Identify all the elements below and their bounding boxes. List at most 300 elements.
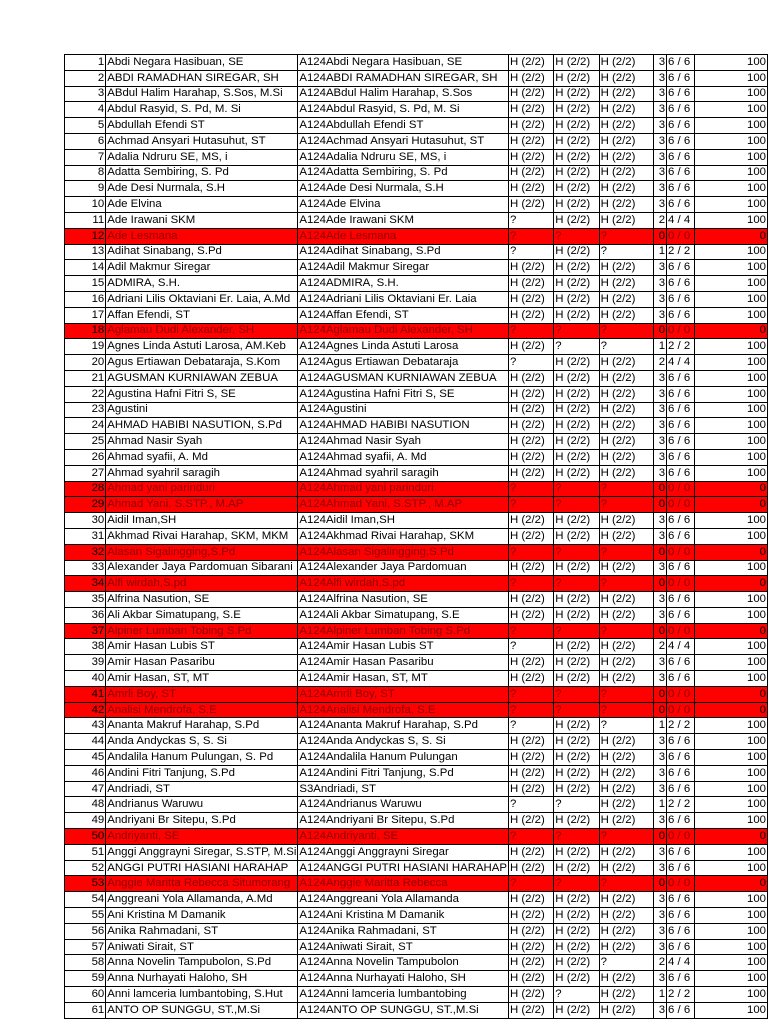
session-2-cell[interactable]: H (2/2) bbox=[554, 592, 599, 608]
session-1-cell[interactable]: H (2/2) bbox=[508, 528, 553, 544]
session-3-cell[interactable]: ? bbox=[599, 228, 653, 244]
full-name-cell[interactable]: ADMIRA, S.H. bbox=[106, 276, 298, 292]
full-name-cell[interactable]: Alfi wirdah,S.pd bbox=[106, 576, 298, 592]
full-name-cell[interactable]: ABdul Halim Harahap, S.Sos, M.Si bbox=[106, 86, 298, 102]
percentage-cell[interactable]: 100 bbox=[695, 386, 768, 402]
percentage-cell[interactable]: 100 bbox=[695, 765, 768, 781]
row-number-cell[interactable]: 20 bbox=[65, 355, 106, 371]
row-number-cell[interactable]: 33 bbox=[65, 560, 106, 576]
percentage-cell[interactable]: 100 bbox=[695, 465, 768, 481]
score-ratio-cell[interactable]: 0 / 0 bbox=[667, 686, 695, 702]
session-3-cell[interactable]: ? bbox=[599, 955, 653, 971]
session-3-cell[interactable]: H (2/2) bbox=[599, 560, 653, 576]
id-name-cell[interactable]: A124Andriyanti, SE bbox=[298, 829, 509, 845]
session-1-cell[interactable]: H (2/2) bbox=[508, 939, 553, 955]
session-1-cell[interactable]: H (2/2) bbox=[508, 813, 553, 829]
row-number-cell[interactable]: 47 bbox=[65, 781, 106, 797]
session-2-cell[interactable]: H (2/2) bbox=[554, 971, 599, 987]
row-number-cell[interactable]: 22 bbox=[65, 386, 106, 402]
row-number-cell[interactable]: 60 bbox=[65, 987, 106, 1003]
session-1-cell[interactable]: H (2/2) bbox=[508, 955, 553, 971]
session-2-cell[interactable]: ? bbox=[554, 339, 599, 355]
session-1-cell[interactable]: H (2/2) bbox=[508, 987, 553, 1003]
session-3-cell[interactable]: H (2/2) bbox=[599, 987, 653, 1003]
percentage-cell[interactable]: 100 bbox=[695, 639, 768, 655]
session-1-cell[interactable]: ? bbox=[508, 576, 553, 592]
row-number-cell[interactable]: 48 bbox=[65, 797, 106, 813]
id-name-cell[interactable]: A124Anna Novelin Tampubolon bbox=[298, 955, 509, 971]
present-count-cell[interactable]: 3 bbox=[653, 197, 666, 213]
present-count-cell[interactable]: 2 bbox=[653, 355, 666, 371]
present-count-cell[interactable]: 0 bbox=[653, 876, 666, 892]
full-name-cell[interactable]: Anika Rahmadani, ST bbox=[106, 923, 298, 939]
percentage-cell[interactable]: 100 bbox=[695, 750, 768, 766]
score-ratio-cell[interactable]: 6 / 6 bbox=[667, 560, 695, 576]
session-2-cell[interactable]: H (2/2) bbox=[554, 607, 599, 623]
score-ratio-cell[interactable]: 6 / 6 bbox=[667, 1002, 695, 1018]
score-ratio-cell[interactable]: 0 / 0 bbox=[667, 576, 695, 592]
present-count-cell[interactable]: 3 bbox=[653, 449, 666, 465]
row-number-cell[interactable]: 19 bbox=[65, 339, 106, 355]
score-ratio-cell[interactable]: 0 / 0 bbox=[667, 829, 695, 845]
score-ratio-cell[interactable]: 0 / 0 bbox=[667, 497, 695, 513]
session-1-cell[interactable]: H (2/2) bbox=[508, 149, 553, 165]
score-ratio-cell[interactable]: 4 / 4 bbox=[667, 955, 695, 971]
full-name-cell[interactable]: ANTO OP SUNGGU, ST.,M.Si bbox=[106, 1002, 298, 1018]
session-1-cell[interactable]: H (2/2) bbox=[508, 86, 553, 102]
row-number-cell[interactable]: 50 bbox=[65, 829, 106, 845]
id-name-cell[interactable]: A124Ani Kristina M Damanik bbox=[298, 908, 509, 924]
id-name-cell[interactable]: A124Ananta Makruf Harahap, S.Pd bbox=[298, 718, 509, 734]
id-name-cell[interactable]: A124Adihat Sinabang, S.Pd bbox=[298, 244, 509, 260]
percentage-cell[interactable]: 0 bbox=[695, 829, 768, 845]
percentage-cell[interactable]: 100 bbox=[695, 434, 768, 450]
id-name-cell[interactable]: A124AGUSMAN KURNIAWAN ZEBUA bbox=[298, 370, 509, 386]
session-2-cell[interactable]: H (2/2) bbox=[554, 133, 599, 149]
percentage-cell[interactable]: 100 bbox=[695, 560, 768, 576]
percentage-cell[interactable]: 100 bbox=[695, 844, 768, 860]
session-3-cell[interactable]: H (2/2) bbox=[599, 528, 653, 544]
session-2-cell[interactable]: H (2/2) bbox=[554, 465, 599, 481]
row-number-cell[interactable]: 5 bbox=[65, 118, 106, 134]
row-number-cell[interactable]: 43 bbox=[65, 718, 106, 734]
full-name-cell[interactable]: Anna Nurhayati Haloho, SH bbox=[106, 971, 298, 987]
percentage-cell[interactable]: 100 bbox=[695, 923, 768, 939]
full-name-cell[interactable]: Ade Desi Nurmala, S.H bbox=[106, 181, 298, 197]
session-2-cell[interactable]: ? bbox=[554, 702, 599, 718]
full-name-cell[interactable]: Achmad Ansyari Hutasuhut, ST bbox=[106, 133, 298, 149]
score-ratio-cell[interactable]: 6 / 6 bbox=[667, 86, 695, 102]
session-3-cell[interactable]: H (2/2) bbox=[599, 813, 653, 829]
present-count-cell[interactable]: 3 bbox=[653, 149, 666, 165]
full-name-cell[interactable]: Ade Irawani SKM bbox=[106, 212, 298, 228]
percentage-cell[interactable]: 100 bbox=[695, 1002, 768, 1018]
full-name-cell[interactable]: Anni lamceria lumbantobing, S.Hut bbox=[106, 987, 298, 1003]
session-1-cell[interactable]: H (2/2) bbox=[508, 276, 553, 292]
score-ratio-cell[interactable]: 6 / 6 bbox=[667, 607, 695, 623]
score-ratio-cell[interactable]: 6 / 6 bbox=[667, 434, 695, 450]
session-2-cell[interactable]: H (2/2) bbox=[554, 181, 599, 197]
session-3-cell[interactable]: ? bbox=[599, 339, 653, 355]
score-ratio-cell[interactable]: 6 / 6 bbox=[667, 181, 695, 197]
id-name-cell[interactable]: A124Amir Hasan, ST, MT bbox=[298, 671, 509, 687]
full-name-cell[interactable]: Aniwati Sirait, ST bbox=[106, 939, 298, 955]
percentage-cell[interactable]: 100 bbox=[695, 55, 768, 71]
session-2-cell[interactable]: H (2/2) bbox=[554, 813, 599, 829]
session-1-cell[interactable]: H (2/2) bbox=[508, 560, 553, 576]
full-name-cell[interactable]: Ade Elvina bbox=[106, 197, 298, 213]
row-number-cell[interactable]: 61 bbox=[65, 1002, 106, 1018]
row-number-cell[interactable]: 56 bbox=[65, 923, 106, 939]
row-number-cell[interactable]: 35 bbox=[65, 592, 106, 608]
score-ratio-cell[interactable]: 6 / 6 bbox=[667, 750, 695, 766]
session-3-cell[interactable]: H (2/2) bbox=[599, 86, 653, 102]
session-3-cell[interactable]: H (2/2) bbox=[599, 655, 653, 671]
percentage-cell[interactable]: 0 bbox=[695, 576, 768, 592]
present-count-cell[interactable]: 3 bbox=[653, 813, 666, 829]
full-name-cell[interactable]: Alfrina Nasution, SE bbox=[106, 592, 298, 608]
session-2-cell[interactable]: H (2/2) bbox=[554, 528, 599, 544]
percentage-cell[interactable]: 100 bbox=[695, 339, 768, 355]
present-count-cell[interactable]: 3 bbox=[653, 560, 666, 576]
percentage-cell[interactable]: 0 bbox=[695, 228, 768, 244]
row-number-cell[interactable]: 51 bbox=[65, 844, 106, 860]
session-1-cell[interactable]: H (2/2) bbox=[508, 655, 553, 671]
session-2-cell[interactable]: ? bbox=[554, 323, 599, 339]
present-count-cell[interactable]: 0 bbox=[653, 481, 666, 497]
session-3-cell[interactable]: H (2/2) bbox=[599, 449, 653, 465]
score-ratio-cell[interactable]: 4 / 4 bbox=[667, 639, 695, 655]
id-name-cell[interactable]: A124ABdul Halim Harahap, S.Sos bbox=[298, 86, 509, 102]
score-ratio-cell[interactable]: 0 / 0 bbox=[667, 323, 695, 339]
session-1-cell[interactable]: ? bbox=[508, 244, 553, 260]
full-name-cell[interactable]: Ahmad syahril saragih bbox=[106, 465, 298, 481]
present-count-cell[interactable]: 3 bbox=[653, 370, 666, 386]
percentage-cell[interactable]: 0 bbox=[695, 497, 768, 513]
session-1-cell[interactable]: ? bbox=[508, 797, 553, 813]
id-name-cell[interactable]: A124Amir Hasan Lubis ST bbox=[298, 639, 509, 655]
percentage-cell[interactable]: 100 bbox=[695, 718, 768, 734]
score-ratio-cell[interactable]: 6 / 6 bbox=[667, 386, 695, 402]
session-3-cell[interactable]: H (2/2) bbox=[599, 418, 653, 434]
present-count-cell[interactable]: 3 bbox=[653, 765, 666, 781]
session-3-cell[interactable]: H (2/2) bbox=[599, 276, 653, 292]
id-name-cell[interactable]: A124Anni lamceria lumbantobing bbox=[298, 987, 509, 1003]
session-1-cell[interactable]: H (2/2) bbox=[508, 370, 553, 386]
percentage-cell[interactable]: 100 bbox=[695, 102, 768, 118]
present-count-cell[interactable]: 3 bbox=[653, 276, 666, 292]
present-count-cell[interactable]: 0 bbox=[653, 544, 666, 560]
percentage-cell[interactable]: 100 bbox=[695, 671, 768, 687]
percentage-cell[interactable]: 100 bbox=[695, 197, 768, 213]
percentage-cell[interactable]: 100 bbox=[695, 133, 768, 149]
session-2-cell[interactable]: H (2/2) bbox=[554, 86, 599, 102]
percentage-cell[interactable]: 100 bbox=[695, 607, 768, 623]
session-3-cell[interactable]: H (2/2) bbox=[599, 307, 653, 323]
full-name-cell[interactable]: Anda Andyckas S, S. Si bbox=[106, 734, 298, 750]
full-name-cell[interactable]: Ahmad yani parinduri bbox=[106, 481, 298, 497]
id-name-cell[interactable]: A124Alfi wirdah,S.pd bbox=[298, 576, 509, 592]
full-name-cell[interactable]: Ali Akbar Simatupang, S.E bbox=[106, 607, 298, 623]
session-3-cell[interactable]: H (2/2) bbox=[599, 149, 653, 165]
score-ratio-cell[interactable]: 0 / 0 bbox=[667, 228, 695, 244]
row-number-cell[interactable]: 52 bbox=[65, 860, 106, 876]
id-name-cell[interactable]: A124ANTO OP SUNGGU, ST.,M.Si bbox=[298, 1002, 509, 1018]
session-2-cell[interactable]: H (2/2) bbox=[554, 939, 599, 955]
id-name-cell[interactable]: A124Adalia Ndruru SE, MS, i bbox=[298, 149, 509, 165]
session-2-cell[interactable]: H (2/2) bbox=[554, 70, 599, 86]
score-ratio-cell[interactable]: 6 / 6 bbox=[667, 276, 695, 292]
session-1-cell[interactable]: H (2/2) bbox=[508, 923, 553, 939]
present-count-cell[interactable]: 3 bbox=[653, 655, 666, 671]
score-ratio-cell[interactable]: 6 / 6 bbox=[667, 813, 695, 829]
session-1-cell[interactable]: H (2/2) bbox=[508, 402, 553, 418]
percentage-cell[interactable]: 100 bbox=[695, 118, 768, 134]
session-2-cell[interactable]: ? bbox=[554, 228, 599, 244]
row-number-cell[interactable]: 37 bbox=[65, 623, 106, 639]
percentage-cell[interactable]: 0 bbox=[695, 623, 768, 639]
score-ratio-cell[interactable]: 6 / 6 bbox=[667, 765, 695, 781]
full-name-cell[interactable]: Affan Efendi, ST bbox=[106, 307, 298, 323]
session-2-cell[interactable]: H (2/2) bbox=[554, 718, 599, 734]
session-1-cell[interactable]: ? bbox=[508, 355, 553, 371]
id-name-cell[interactable]: A124Abdul Rasyid, S. Pd, M. Si bbox=[298, 102, 509, 118]
row-number-cell[interactable]: 4 bbox=[65, 102, 106, 118]
session-3-cell[interactable]: H (2/2) bbox=[599, 55, 653, 71]
score-ratio-cell[interactable]: 6 / 6 bbox=[667, 197, 695, 213]
id-name-cell[interactable]: A124ANGGI PUTRI HASIANI HARAHAP bbox=[298, 860, 509, 876]
session-1-cell[interactable]: H (2/2) bbox=[508, 892, 553, 908]
session-2-cell[interactable]: H (2/2) bbox=[554, 386, 599, 402]
session-2-cell[interactable]: H (2/2) bbox=[554, 291, 599, 307]
present-count-cell[interactable]: 0 bbox=[653, 497, 666, 513]
present-count-cell[interactable]: 3 bbox=[653, 734, 666, 750]
row-number-cell[interactable]: 27 bbox=[65, 465, 106, 481]
session-1-cell[interactable]: H (2/2) bbox=[508, 671, 553, 687]
score-ratio-cell[interactable]: 6 / 6 bbox=[667, 655, 695, 671]
score-ratio-cell[interactable]: 6 / 6 bbox=[667, 592, 695, 608]
present-count-cell[interactable]: 3 bbox=[653, 844, 666, 860]
id-name-cell[interactable]: A124Alpiner Lumban Tobing S.Pd bbox=[298, 623, 509, 639]
session-3-cell[interactable]: H (2/2) bbox=[599, 765, 653, 781]
row-number-cell[interactable]: 55 bbox=[65, 908, 106, 924]
full-name-cell[interactable]: Agus Ertiawan Debataraja, S.Kom bbox=[106, 355, 298, 371]
session-1-cell[interactable]: ? bbox=[508, 718, 553, 734]
id-name-cell[interactable]: A124Andrianus Waruwu bbox=[298, 797, 509, 813]
full-name-cell[interactable]: Agnes Linda Astuti Larosa, AM.Keb bbox=[106, 339, 298, 355]
id-name-cell[interactable]: A124Anika Rahmadani, ST bbox=[298, 923, 509, 939]
session-1-cell[interactable]: H (2/2) bbox=[508, 607, 553, 623]
score-ratio-cell[interactable]: 6 / 6 bbox=[667, 133, 695, 149]
session-2-cell[interactable]: H (2/2) bbox=[554, 844, 599, 860]
score-ratio-cell[interactable]: 6 / 6 bbox=[667, 860, 695, 876]
session-1-cell[interactable]: ? bbox=[508, 702, 553, 718]
present-count-cell[interactable]: 3 bbox=[653, 165, 666, 181]
session-2-cell[interactable]: H (2/2) bbox=[554, 781, 599, 797]
session-3-cell[interactable]: ? bbox=[599, 829, 653, 845]
row-number-cell[interactable]: 23 bbox=[65, 402, 106, 418]
percentage-cell[interactable]: 100 bbox=[695, 260, 768, 276]
session-2-cell[interactable]: H (2/2) bbox=[554, 955, 599, 971]
present-count-cell[interactable]: 1 bbox=[653, 718, 666, 734]
session-3-cell[interactable]: H (2/2) bbox=[599, 923, 653, 939]
row-number-cell[interactable]: 30 bbox=[65, 513, 106, 529]
session-3-cell[interactable]: H (2/2) bbox=[599, 844, 653, 860]
score-ratio-cell[interactable]: 0 / 0 bbox=[667, 481, 695, 497]
id-name-cell[interactable]: A124Ahmad yani parinduri bbox=[298, 481, 509, 497]
present-count-cell[interactable]: 3 bbox=[653, 133, 666, 149]
row-number-cell[interactable]: 14 bbox=[65, 260, 106, 276]
session-3-cell[interactable]: ? bbox=[599, 718, 653, 734]
row-number-cell[interactable]: 59 bbox=[65, 971, 106, 987]
session-1-cell[interactable]: H (2/2) bbox=[508, 465, 553, 481]
score-ratio-cell[interactable]: 2 / 2 bbox=[667, 718, 695, 734]
session-2-cell[interactable]: ? bbox=[554, 797, 599, 813]
session-2-cell[interactable]: H (2/2) bbox=[554, 671, 599, 687]
session-3-cell[interactable]: H (2/2) bbox=[599, 434, 653, 450]
present-count-cell[interactable]: 2 bbox=[653, 955, 666, 971]
present-count-cell[interactable]: 0 bbox=[653, 228, 666, 244]
session-2-cell[interactable]: H (2/2) bbox=[554, 513, 599, 529]
percentage-cell[interactable]: 100 bbox=[695, 449, 768, 465]
row-number-cell[interactable]: 12 bbox=[65, 228, 106, 244]
score-ratio-cell[interactable]: 6 / 6 bbox=[667, 402, 695, 418]
percentage-cell[interactable]: 100 bbox=[695, 307, 768, 323]
session-2-cell[interactable]: H (2/2) bbox=[554, 276, 599, 292]
id-name-cell[interactable]: A124Andalila Hanum Pulungan bbox=[298, 750, 509, 766]
session-2-cell[interactable]: H (2/2) bbox=[554, 560, 599, 576]
id-name-cell[interactable]: A124Amir Hasan Pasaribu bbox=[298, 655, 509, 671]
percentage-cell[interactable]: 100 bbox=[695, 276, 768, 292]
id-name-cell[interactable]: A124Agnes Linda Astuti Larosa bbox=[298, 339, 509, 355]
present-count-cell[interactable]: 2 bbox=[653, 212, 666, 228]
full-name-cell[interactable]: Ahmad Nasir Syah bbox=[106, 434, 298, 450]
score-ratio-cell[interactable]: 6 / 6 bbox=[667, 370, 695, 386]
session-3-cell[interactable]: ? bbox=[599, 686, 653, 702]
percentage-cell[interactable]: 100 bbox=[695, 165, 768, 181]
session-3-cell[interactable]: H (2/2) bbox=[599, 465, 653, 481]
id-name-cell[interactable]: A124Ali Akbar Simatupang, S.E bbox=[298, 607, 509, 623]
session-1-cell[interactable]: H (2/2) bbox=[508, 165, 553, 181]
session-1-cell[interactable]: H (2/2) bbox=[508, 434, 553, 450]
percentage-cell[interactable]: 100 bbox=[695, 291, 768, 307]
row-number-cell[interactable]: 40 bbox=[65, 671, 106, 687]
full-name-cell[interactable]: Adriani Lilis Oktaviani Er. Laia, A.Md bbox=[106, 291, 298, 307]
score-ratio-cell[interactable]: 6 / 6 bbox=[667, 260, 695, 276]
score-ratio-cell[interactable]: 6 / 6 bbox=[667, 118, 695, 134]
session-1-cell[interactable]: ? bbox=[508, 639, 553, 655]
session-1-cell[interactable]: H (2/2) bbox=[508, 181, 553, 197]
percentage-cell[interactable]: 100 bbox=[695, 355, 768, 371]
present-count-cell[interactable]: 3 bbox=[653, 465, 666, 481]
session-3-cell[interactable]: H (2/2) bbox=[599, 102, 653, 118]
session-2-cell[interactable]: ? bbox=[554, 987, 599, 1003]
session-3-cell[interactable]: H (2/2) bbox=[599, 971, 653, 987]
score-ratio-cell[interactable]: 6 / 6 bbox=[667, 70, 695, 86]
present-count-cell[interactable]: 3 bbox=[653, 592, 666, 608]
percentage-cell[interactable]: 100 bbox=[695, 655, 768, 671]
present-count-cell[interactable]: 0 bbox=[653, 686, 666, 702]
id-name-cell[interactable]: A124Abdullah Efendi ST bbox=[298, 118, 509, 134]
session-2-cell[interactable]: H (2/2) bbox=[554, 1002, 599, 1018]
score-ratio-cell[interactable]: 6 / 6 bbox=[667, 55, 695, 71]
score-ratio-cell[interactable]: 6 / 6 bbox=[667, 734, 695, 750]
row-number-cell[interactable]: 18 bbox=[65, 323, 106, 339]
present-count-cell[interactable]: 3 bbox=[653, 971, 666, 987]
full-name-cell[interactable]: Adalia Ndruru SE, MS, i bbox=[106, 149, 298, 165]
id-name-cell[interactable]: A124Anda Andyckas S, S. Si bbox=[298, 734, 509, 750]
session-3-cell[interactable]: ? bbox=[599, 497, 653, 513]
id-name-cell[interactable]: A124Alexander Jaya Pardomuan bbox=[298, 560, 509, 576]
present-count-cell[interactable]: 1 bbox=[653, 244, 666, 260]
row-number-cell[interactable]: 7 bbox=[65, 149, 106, 165]
percentage-cell[interactable]: 100 bbox=[695, 908, 768, 924]
percentage-cell[interactable]: 0 bbox=[695, 544, 768, 560]
session-1-cell[interactable]: ? bbox=[508, 481, 553, 497]
full-name-cell[interactable]: Ani Kristina M Damanik bbox=[106, 908, 298, 924]
percentage-cell[interactable]: 100 bbox=[695, 892, 768, 908]
row-number-cell[interactable]: 53 bbox=[65, 876, 106, 892]
score-ratio-cell[interactable]: 6 / 6 bbox=[667, 465, 695, 481]
session-2-cell[interactable]: H (2/2) bbox=[554, 212, 599, 228]
score-ratio-cell[interactable]: 4 / 4 bbox=[667, 212, 695, 228]
session-2-cell[interactable]: H (2/2) bbox=[554, 197, 599, 213]
present-count-cell[interactable]: 0 bbox=[653, 829, 666, 845]
score-ratio-cell[interactable]: 6 / 6 bbox=[667, 844, 695, 860]
id-name-cell[interactable]: A124Ade Lesmana bbox=[298, 228, 509, 244]
session-3-cell[interactable]: H (2/2) bbox=[599, 734, 653, 750]
session-1-cell[interactable]: ? bbox=[508, 623, 553, 639]
score-ratio-cell[interactable]: 6 / 6 bbox=[667, 923, 695, 939]
id-name-cell[interactable]: A124Anggreani Yola Allamanda bbox=[298, 892, 509, 908]
full-name-cell[interactable]: Anggie Maritta Rebecca Situmorang bbox=[106, 876, 298, 892]
session-1-cell[interactable]: H (2/2) bbox=[508, 513, 553, 529]
session-3-cell[interactable]: H (2/2) bbox=[599, 197, 653, 213]
row-number-cell[interactable]: 45 bbox=[65, 750, 106, 766]
id-name-cell[interactable]: A124Anggie Maritta Rebecca bbox=[298, 876, 509, 892]
session-1-cell[interactable]: H (2/2) bbox=[508, 765, 553, 781]
row-number-cell[interactable]: 9 bbox=[65, 181, 106, 197]
id-name-cell[interactable]: A124Anna Nurhayati Haloho, SH bbox=[298, 971, 509, 987]
present-count-cell[interactable]: 1 bbox=[653, 797, 666, 813]
full-name-cell[interactable]: Alasan Sigalingging,S.Pd bbox=[106, 544, 298, 560]
session-1-cell[interactable]: H (2/2) bbox=[508, 781, 553, 797]
id-name-cell[interactable]: A124Adil Makmur Siregar bbox=[298, 260, 509, 276]
percentage-cell[interactable]: 100 bbox=[695, 212, 768, 228]
row-number-cell[interactable]: 38 bbox=[65, 639, 106, 655]
full-name-cell[interactable]: Anna Novelin Tampubolon, S.Pd bbox=[106, 955, 298, 971]
id-name-cell[interactable]: A124Aglamau Dudi Alexander, SH bbox=[298, 323, 509, 339]
session-1-cell[interactable]: ? bbox=[508, 829, 553, 845]
full-name-cell[interactable]: Andalila Hanum Pulungan, S. Pd bbox=[106, 750, 298, 766]
percentage-cell[interactable]: 100 bbox=[695, 70, 768, 86]
full-name-cell[interactable]: AHMAD HABIBI NASUTION, S.Pd bbox=[106, 418, 298, 434]
row-number-cell[interactable]: 42 bbox=[65, 702, 106, 718]
session-2-cell[interactable]: H (2/2) bbox=[554, 908, 599, 924]
session-2-cell[interactable]: H (2/2) bbox=[554, 55, 599, 71]
percentage-cell[interactable]: 0 bbox=[695, 481, 768, 497]
session-2-cell[interactable]: H (2/2) bbox=[554, 892, 599, 908]
id-name-cell[interactable]: A124Ahmad syafii, A. Md bbox=[298, 449, 509, 465]
row-number-cell[interactable]: 58 bbox=[65, 955, 106, 971]
score-ratio-cell[interactable]: 6 / 6 bbox=[667, 528, 695, 544]
session-2-cell[interactable]: H (2/2) bbox=[554, 734, 599, 750]
session-3-cell[interactable]: H (2/2) bbox=[599, 181, 653, 197]
session-2-cell[interactable]: ? bbox=[554, 497, 599, 513]
row-number-cell[interactable]: 24 bbox=[65, 418, 106, 434]
row-number-cell[interactable]: 25 bbox=[65, 434, 106, 450]
score-ratio-cell[interactable]: 6 / 6 bbox=[667, 671, 695, 687]
